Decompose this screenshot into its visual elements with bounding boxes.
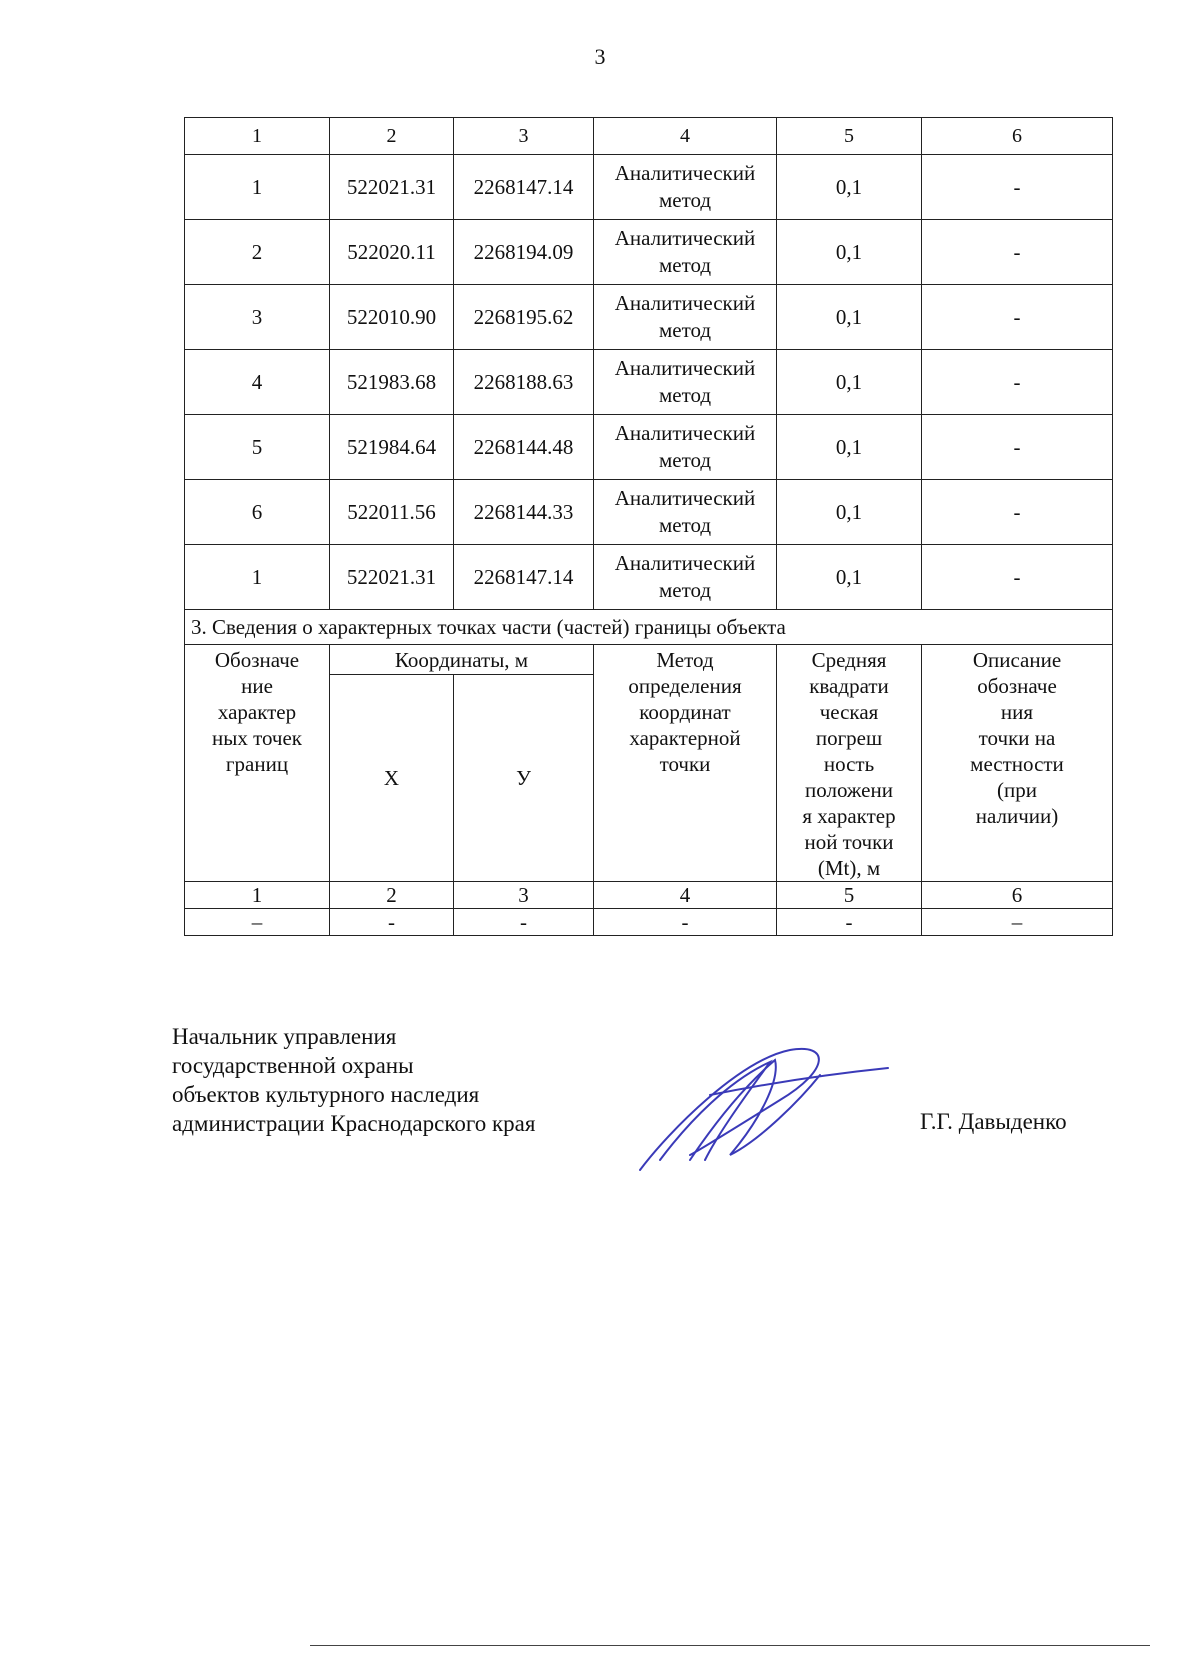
table-row xyxy=(185,545,1113,610)
method-line: Аналитический xyxy=(614,486,756,510)
table-row xyxy=(185,350,1113,415)
method-line: Аналитический xyxy=(614,551,756,575)
section3-number-row xyxy=(185,882,1113,909)
header-line: ние xyxy=(241,674,273,698)
x-coordinate-cell: 522011.56 xyxy=(330,480,454,545)
method-line: Аналитический xyxy=(614,226,756,250)
method-line: метод xyxy=(658,253,712,277)
empty-cell: – xyxy=(185,909,330,936)
table-row xyxy=(185,285,1113,350)
header-line: (при xyxy=(997,778,1037,802)
x-coordinate-cell: 522020.11 xyxy=(330,220,454,285)
header-line: (Mt), м xyxy=(817,856,881,880)
position-line: Начальник управления xyxy=(172,1024,397,1049)
header-line: обозначе xyxy=(977,674,1057,698)
column-number-cell: 5 xyxy=(777,118,922,155)
header-line: Средняя xyxy=(811,648,887,672)
y-coordinate-cell: 2268194.09 xyxy=(454,220,594,285)
position-line: администрации Краснодарского края xyxy=(172,1111,536,1136)
header-line: точки xyxy=(659,752,711,776)
y-coordinate-cell: 2268147.14 xyxy=(454,155,594,220)
section-title-row xyxy=(185,610,1113,645)
method-line: Аналитический xyxy=(614,291,756,315)
method-cell xyxy=(594,220,777,285)
method-line: метод xyxy=(658,448,712,472)
method-line: метод xyxy=(658,188,712,212)
method-cell xyxy=(594,545,777,610)
section3-header-row xyxy=(185,645,1113,675)
description-cell: - xyxy=(922,220,1113,285)
x-coordinate-cell: 522021.31 xyxy=(330,545,454,610)
column-number-cell: 2 xyxy=(330,882,454,909)
accuracy-cell: 0,1 xyxy=(777,285,922,350)
page-number: 3 xyxy=(594,44,606,69)
header-line: погреш xyxy=(815,726,883,750)
accuracy-cell: 0,1 xyxy=(777,350,922,415)
point-number-cell: 1 xyxy=(185,545,330,610)
point-number-cell: 4 xyxy=(185,350,330,415)
header-line: ных точек xyxy=(211,726,303,750)
empty-cell: - xyxy=(594,909,777,936)
y-header: У xyxy=(454,675,594,882)
method-line: Аналитический xyxy=(614,421,756,445)
column-number-cell: 6 xyxy=(922,118,1113,155)
method-line: метод xyxy=(658,513,712,537)
description-cell: - xyxy=(922,350,1113,415)
x-coordinate-cell: 521983.68 xyxy=(330,350,454,415)
method-cell xyxy=(594,155,777,220)
point-number-cell: 6 xyxy=(185,480,330,545)
header-line: характер xyxy=(217,700,297,724)
table-row xyxy=(185,155,1113,220)
method-cell xyxy=(594,350,777,415)
table-row xyxy=(185,480,1113,545)
table-row xyxy=(185,220,1113,285)
section3-empty-row xyxy=(185,909,1113,936)
method-line: метод xyxy=(658,578,712,602)
header-line: ческая xyxy=(819,700,879,724)
header-line: наличии) xyxy=(975,804,1059,828)
description-cell: - xyxy=(922,545,1113,610)
empty-cell: - xyxy=(777,909,922,936)
header-line: Метод xyxy=(656,648,714,672)
column-number-cell: 4 xyxy=(594,882,777,909)
column-number-cell: 1 xyxy=(185,118,330,155)
column-number-cell: 3 xyxy=(454,118,594,155)
header-line: точки на xyxy=(978,726,1056,750)
method-header xyxy=(594,645,777,882)
header-line: я характер xyxy=(802,804,896,828)
description-cell: - xyxy=(922,480,1113,545)
column-number-cell: 2 xyxy=(330,118,454,155)
column-number-cell: 4 xyxy=(594,118,777,155)
column-number-cell: 3 xyxy=(454,882,594,909)
point-number-cell: 1 xyxy=(185,155,330,220)
description-cell: - xyxy=(922,415,1113,480)
y-coordinate-cell: 2268144.33 xyxy=(454,480,594,545)
accuracy-cell: 0,1 xyxy=(777,545,922,610)
empty-cell: - xyxy=(330,909,454,936)
column-number-row xyxy=(185,118,1113,155)
method-cell xyxy=(594,415,777,480)
method-line: метод xyxy=(658,383,712,407)
accuracy-cell: 0,1 xyxy=(777,220,922,285)
y-coordinate-cell: 2268188.63 xyxy=(454,350,594,415)
signatory-position xyxy=(172,1022,535,1138)
header-line: положени xyxy=(805,778,893,802)
method-line: метод xyxy=(658,318,712,342)
header-line: ния xyxy=(1000,700,1034,724)
header-line: координат xyxy=(639,700,731,724)
x-header: Х xyxy=(330,675,454,882)
header-line: квадрати xyxy=(809,674,889,698)
signature-strokes xyxy=(640,1049,888,1170)
empty-cell: – xyxy=(922,909,1113,936)
method-line: Аналитический xyxy=(614,356,756,380)
column-number-cell: 5 xyxy=(777,882,922,909)
position-line: государственной охраны xyxy=(172,1053,414,1078)
point-number-cell: 2 xyxy=(185,220,330,285)
bottom-divider xyxy=(310,1645,1150,1646)
accuracy-cell: 0,1 xyxy=(777,415,922,480)
point-number-cell: 5 xyxy=(185,415,330,480)
header-line: ность xyxy=(823,752,875,776)
header-line: определения xyxy=(628,674,742,698)
method-line: Аналитический xyxy=(614,161,756,185)
x-coordinate-cell: 522010.90 xyxy=(330,285,454,350)
method-cell xyxy=(594,285,777,350)
x-coordinate-cell: 521984.64 xyxy=(330,415,454,480)
x-coordinate-cell: 522021.31 xyxy=(330,155,454,220)
handwritten-signature xyxy=(630,1040,890,1180)
section-title: 3. Сведения о характерных точках части (частей) границы объекта xyxy=(185,610,1113,645)
table-row xyxy=(185,415,1113,480)
y-coordinate-cell: 2268147.14 xyxy=(454,545,594,610)
accuracy-cell: 0,1 xyxy=(777,480,922,545)
boundary-points-table xyxy=(184,117,1113,936)
empty-cell: - xyxy=(454,909,594,936)
header-line: местности xyxy=(970,752,1064,776)
description-header xyxy=(922,645,1113,882)
column-number-cell: 6 xyxy=(922,882,1113,909)
accuracy-header xyxy=(777,645,922,882)
position-line: объектов культурного наследия xyxy=(172,1082,480,1107)
header-line: границ xyxy=(225,752,289,776)
description-cell: - xyxy=(922,155,1113,220)
column-number-cell: 1 xyxy=(185,882,330,909)
description-cell: - xyxy=(922,285,1113,350)
header-line: Обозначе xyxy=(214,648,300,672)
accuracy-cell: 0,1 xyxy=(777,155,922,220)
coordinates-header: Координаты, м xyxy=(330,645,594,675)
point-designation-header xyxy=(185,645,330,882)
header-line: Описание xyxy=(972,648,1062,672)
point-number-cell: 3 xyxy=(185,285,330,350)
header-line: характерной xyxy=(629,726,741,750)
y-coordinate-cell: 2268195.62 xyxy=(454,285,594,350)
method-cell xyxy=(594,480,777,545)
header-line: ной точки xyxy=(804,830,894,854)
y-coordinate-cell: 2268144.48 xyxy=(454,415,594,480)
signer-name: Г.Г. Давыденко xyxy=(920,1109,1067,1134)
